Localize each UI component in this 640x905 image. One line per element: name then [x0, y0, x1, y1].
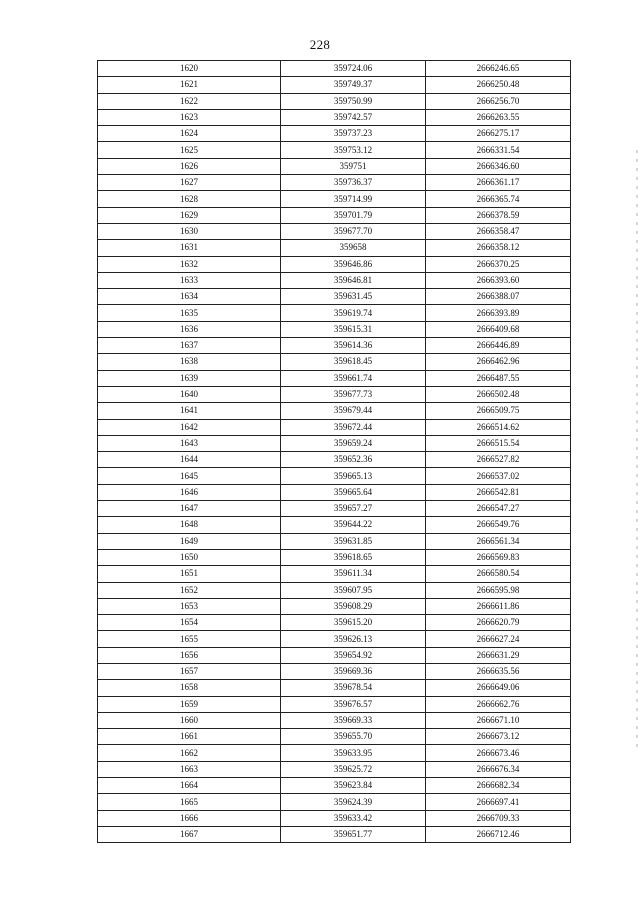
x-coordinate-cell: 359607.95 [281, 582, 426, 598]
point-number-cell: 1632 [98, 256, 281, 272]
point-number-cell: 1645 [98, 468, 281, 484]
y-coordinate-cell: 2666611.86 [426, 598, 571, 614]
x-coordinate-cell: 359661.74 [281, 370, 426, 386]
y-coordinate-cell: 2666580.54 [426, 566, 571, 582]
table-row [98, 663, 571, 679]
point-number-cell: 1665 [98, 794, 281, 810]
x-coordinate-cell: 359659.24 [281, 435, 426, 451]
y-coordinate-cell: 2666635.56 [426, 663, 571, 679]
y-coordinate-cell: 2666393.60 [426, 272, 571, 288]
table-row [98, 761, 571, 777]
point-number-cell: 1662 [98, 745, 281, 761]
y-coordinate-cell: 2666595.98 [426, 582, 571, 598]
point-number-cell: 1635 [98, 305, 281, 321]
x-coordinate-cell: 359749.37 [281, 77, 426, 93]
y-coordinate-cell: 2666346.60 [426, 158, 571, 174]
x-coordinate-cell: 359615.20 [281, 615, 426, 631]
point-number-cell: 1627 [98, 175, 281, 191]
x-coordinate-cell: 359626.13 [281, 631, 426, 647]
x-coordinate-cell: 359625.72 [281, 761, 426, 777]
point-number-cell: 1646 [98, 484, 281, 500]
point-number-cell: 1640 [98, 386, 281, 402]
point-number-cell: 1661 [98, 729, 281, 745]
y-coordinate-cell: 2666697.41 [426, 794, 571, 810]
y-coordinate-cell: 2666627.24 [426, 631, 571, 647]
y-coordinate-cell: 2666462.96 [426, 354, 571, 370]
table-row [98, 354, 571, 370]
table-row [98, 207, 571, 223]
y-coordinate-cell: 2666709.33 [426, 810, 571, 826]
table-row [98, 289, 571, 305]
point-number-cell: 1623 [98, 109, 281, 125]
x-coordinate-cell: 359676.57 [281, 696, 426, 712]
table-row [98, 810, 571, 826]
x-coordinate-cell: 359646.86 [281, 256, 426, 272]
x-coordinate-cell: 359633.42 [281, 810, 426, 826]
y-coordinate-cell: 2666537.02 [426, 468, 571, 484]
table-row [98, 93, 571, 109]
x-coordinate-cell: 359631.45 [281, 289, 426, 305]
x-coordinate-cell: 359652.36 [281, 452, 426, 468]
table-row [98, 77, 571, 93]
x-coordinate-cell: 359672.44 [281, 419, 426, 435]
table-row [98, 452, 571, 468]
y-coordinate-cell: 2666446.89 [426, 338, 571, 354]
point-number-cell: 1651 [98, 566, 281, 582]
y-coordinate-cell: 2666393.89 [426, 305, 571, 321]
x-coordinate-cell: 359736.37 [281, 175, 426, 191]
point-number-cell: 1625 [98, 142, 281, 158]
y-coordinate-cell: 2666682.34 [426, 778, 571, 794]
y-coordinate-cell: 2666673.46 [426, 745, 571, 761]
point-number-cell: 1659 [98, 696, 281, 712]
table-row [98, 647, 571, 663]
x-coordinate-cell: 359724.06 [281, 61, 426, 77]
y-coordinate-cell: 2666331.54 [426, 142, 571, 158]
point-number-cell: 1621 [98, 77, 281, 93]
point-number-cell: 1653 [98, 598, 281, 614]
y-coordinate-cell: 2666676.34 [426, 761, 571, 777]
x-coordinate-cell: 359615.31 [281, 321, 426, 337]
y-coordinate-cell: 2666514.62 [426, 419, 571, 435]
x-coordinate-cell: 359658 [281, 240, 426, 256]
x-coordinate-cell: 359753.12 [281, 142, 426, 158]
point-number-cell: 1626 [98, 158, 281, 174]
y-coordinate-cell: 2666515.54 [426, 435, 571, 451]
y-coordinate-cell: 2666547.27 [426, 501, 571, 517]
y-coordinate-cell: 2666509.75 [426, 403, 571, 419]
x-coordinate-cell: 359631.85 [281, 533, 426, 549]
table-row [98, 175, 571, 191]
y-coordinate-cell: 2666263.55 [426, 109, 571, 125]
x-coordinate-cell: 359669.36 [281, 663, 426, 679]
point-number-cell: 1667 [98, 826, 281, 842]
y-coordinate-cell: 2666487.55 [426, 370, 571, 386]
y-coordinate-cell: 2666671.10 [426, 712, 571, 728]
x-coordinate-cell: 359654.92 [281, 647, 426, 663]
x-coordinate-cell: 359624.39 [281, 794, 426, 810]
y-coordinate-cell: 2666542.81 [426, 484, 571, 500]
coordinate-table [97, 60, 571, 843]
y-coordinate-cell: 2666561.34 [426, 533, 571, 549]
y-coordinate-cell: 2666409.68 [426, 321, 571, 337]
y-coordinate-cell: 2666620.79 [426, 615, 571, 631]
y-coordinate-cell: 2666275.17 [426, 126, 571, 142]
point-number-cell: 1641 [98, 403, 281, 419]
point-number-cell: 1628 [98, 191, 281, 207]
table-row [98, 712, 571, 728]
y-coordinate-cell: 2666256.70 [426, 93, 571, 109]
y-coordinate-cell: 2666631.29 [426, 647, 571, 663]
point-number-cell: 1624 [98, 126, 281, 142]
x-coordinate-cell: 359614.36 [281, 338, 426, 354]
y-coordinate-cell: 2666361.17 [426, 175, 571, 191]
table-row [98, 484, 571, 500]
point-number-cell: 1660 [98, 712, 281, 728]
table-row [98, 321, 571, 337]
x-coordinate-cell: 359750.99 [281, 93, 426, 109]
x-coordinate-cell: 359678.54 [281, 680, 426, 696]
table-row [98, 794, 571, 810]
x-coordinate-cell: 359646.81 [281, 272, 426, 288]
point-number-cell: 1636 [98, 321, 281, 337]
y-coordinate-cell: 2666388.07 [426, 289, 571, 305]
x-coordinate-cell: 359644.22 [281, 517, 426, 533]
x-coordinate-cell: 359611.34 [281, 566, 426, 582]
point-number-cell: 1638 [98, 354, 281, 370]
table-row [98, 403, 571, 419]
point-number-cell: 1639 [98, 370, 281, 386]
page-number: 228 [309, 37, 331, 52]
scan-edge-marks [636, 150, 638, 750]
table-row [98, 680, 571, 696]
table-row [98, 745, 571, 761]
table-row [98, 468, 571, 484]
y-coordinate-cell: 2666358.12 [426, 240, 571, 256]
table-row [98, 109, 571, 125]
table-row [98, 517, 571, 533]
table-row [98, 501, 571, 517]
y-coordinate-cell: 2666246.65 [426, 61, 571, 77]
x-coordinate-cell: 359665.13 [281, 468, 426, 484]
point-number-cell: 1629 [98, 207, 281, 223]
x-coordinate-cell: 359714.99 [281, 191, 426, 207]
y-coordinate-cell: 2666370.25 [426, 256, 571, 272]
y-coordinate-cell: 2666569.83 [426, 549, 571, 565]
point-number-cell: 1643 [98, 435, 281, 451]
x-coordinate-cell: 359677.70 [281, 223, 426, 239]
coordinate-table-body [98, 61, 571, 843]
point-number-cell: 1663 [98, 761, 281, 777]
table-row [98, 729, 571, 745]
x-coordinate-cell: 359655.70 [281, 729, 426, 745]
table-row [98, 61, 571, 77]
y-coordinate-cell: 2666549.76 [426, 517, 571, 533]
point-number-cell: 1633 [98, 272, 281, 288]
y-coordinate-cell: 2666712.46 [426, 826, 571, 842]
table-row [98, 223, 571, 239]
point-number-cell: 1630 [98, 223, 281, 239]
point-number-cell: 1644 [98, 452, 281, 468]
x-coordinate-cell: 359677.73 [281, 386, 426, 402]
point-number-cell: 1620 [98, 61, 281, 77]
point-number-cell: 1631 [98, 240, 281, 256]
x-coordinate-cell: 359633.95 [281, 745, 426, 761]
x-coordinate-cell: 359669.33 [281, 712, 426, 728]
x-coordinate-cell: 359665.64 [281, 484, 426, 500]
y-coordinate-cell: 2666502.48 [426, 386, 571, 402]
x-coordinate-cell: 359701.79 [281, 207, 426, 223]
point-number-cell: 1654 [98, 615, 281, 631]
point-number-cell: 1650 [98, 549, 281, 565]
x-coordinate-cell: 359618.45 [281, 354, 426, 370]
point-number-cell: 1648 [98, 517, 281, 533]
x-coordinate-cell: 359737.23 [281, 126, 426, 142]
table-row [98, 598, 571, 614]
table-row [98, 272, 571, 288]
point-number-cell: 1649 [98, 533, 281, 549]
point-number-cell: 1652 [98, 582, 281, 598]
x-coordinate-cell: 359679.44 [281, 403, 426, 419]
point-number-cell: 1664 [98, 778, 281, 794]
table-row [98, 240, 571, 256]
table-row [98, 615, 571, 631]
table-row [98, 370, 571, 386]
point-number-cell: 1637 [98, 338, 281, 354]
y-coordinate-cell: 2666358.47 [426, 223, 571, 239]
x-coordinate-cell: 359657.27 [281, 501, 426, 517]
point-number-cell: 1656 [98, 647, 281, 663]
table-row [98, 256, 571, 272]
point-number-cell: 1642 [98, 419, 281, 435]
table-row [98, 419, 571, 435]
y-coordinate-cell: 2666378.59 [426, 207, 571, 223]
point-number-cell: 1657 [98, 663, 281, 679]
x-coordinate-cell: 359751 [281, 158, 426, 174]
point-number-cell: 1666 [98, 810, 281, 826]
point-number-cell: 1655 [98, 631, 281, 647]
x-coordinate-cell: 359608.29 [281, 598, 426, 614]
table-row [98, 549, 571, 565]
y-coordinate-cell: 2666662.76 [426, 696, 571, 712]
table-row [98, 582, 571, 598]
table-row [98, 435, 571, 451]
x-coordinate-cell: 359742.57 [281, 109, 426, 125]
point-number-cell: 1647 [98, 501, 281, 517]
table-row [98, 631, 571, 647]
table-row [98, 826, 571, 842]
table-row [98, 533, 571, 549]
table-row [98, 566, 571, 582]
table-row [98, 126, 571, 142]
table-row [98, 158, 571, 174]
table-row [98, 142, 571, 158]
y-coordinate-cell: 2666527.82 [426, 452, 571, 468]
x-coordinate-cell: 359623.84 [281, 778, 426, 794]
y-coordinate-cell: 2666649.06 [426, 680, 571, 696]
table-row [98, 778, 571, 794]
point-number-cell: 1622 [98, 93, 281, 109]
x-coordinate-cell: 359651.77 [281, 826, 426, 842]
table-row [98, 191, 571, 207]
x-coordinate-cell: 359618.65 [281, 549, 426, 565]
y-coordinate-cell: 2666365.74 [426, 191, 571, 207]
x-coordinate-cell: 359619.74 [281, 305, 426, 321]
table-row [98, 338, 571, 354]
y-coordinate-cell: 2666250.48 [426, 77, 571, 93]
table-row [98, 305, 571, 321]
point-number-cell: 1658 [98, 680, 281, 696]
table-row [98, 696, 571, 712]
table-row [98, 386, 571, 402]
point-number-cell: 1634 [98, 289, 281, 305]
y-coordinate-cell: 2666673.12 [426, 729, 571, 745]
